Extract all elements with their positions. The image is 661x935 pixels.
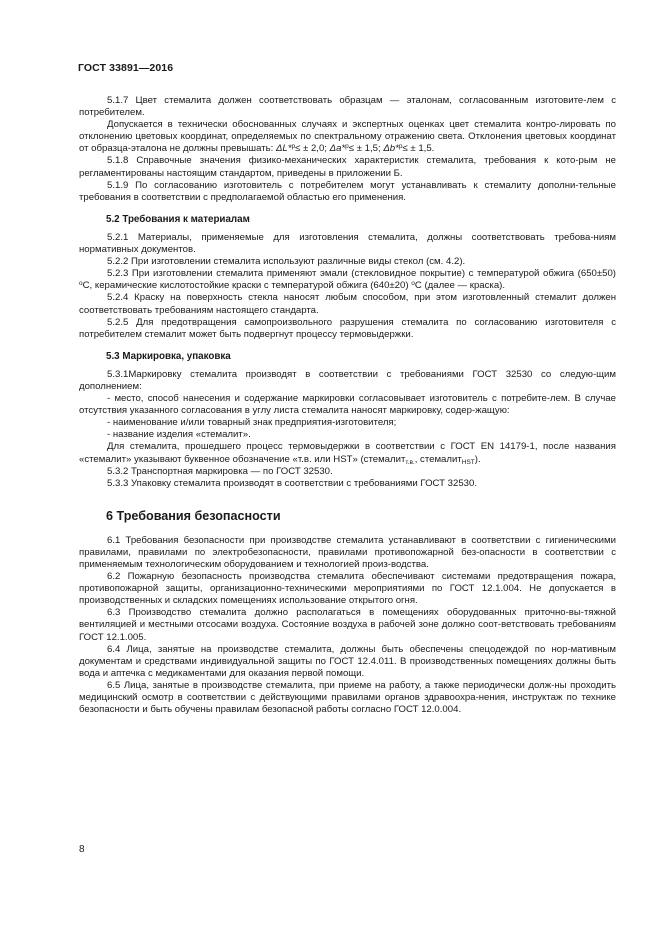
- clause-6-1: 6.1 Требования безопасности при производстве стемалита устанавливают в соответствии с гигиеническими правилами, правилами по электробезопасности, правилами противопожарной без-опасности в соответствии с применяемым технологическим оборудованием и технологией произ-водства.: [79, 534, 616, 570]
- clause-6-4: 6.4 Лица, занятые на производстве стемалита, должны быть обеспечены спецодеждой по нор-мативным документам и средствами индивидуальной защиты по ГОСТ 12.4.011. В производственных помещениях должны быть вода и аптечка с медикаментами для оказания первой помощи.: [79, 643, 616, 679]
- clause-5-2-3-part-a: 5.2.3 При изготовлении стемалита применяют эмали (стекловидное покрытие) с температурой обжига (650±50): [107, 268, 616, 280]
- delta-a-symbol: Δa*: [329, 143, 346, 155]
- clause-5-2-5: 5.2.5 Для предотвращения самопроизвольного разрушения стемалита по согласованию изготовителя с потребителем стемалит может быть подвергнут процессу термовыдержки.: [79, 316, 616, 340]
- clause-5-3-1-item-place: - место, способ нанесения и содержание маркировки согласовывает изготовитель с потребите-лем. В случае отсутствия указанного согласования в углу листа стемалита наносят маркировку, содер-жащую:: [79, 393, 616, 417]
- delta-a-value: ≤ ± 1,5;: [348, 143, 381, 155]
- clause-5-1-7: 5.1.7 Цвет стемалита должен соответствовать образцам — эталонам, согласованным изготовите-лем с потребителем.: [79, 95, 616, 119]
- degree-sign: o: [79, 280, 83, 288]
- clause-5-1-9: 5.1.9 По согласованию изготовитель с потребителем могут устанавливать к стемалиту дополни-тельные требования в соответствии с предполагаемой областью его применения.: [79, 179, 616, 203]
- clause-5-3-3: 5.3.3 Упаковку стемалита производят в соответствии с требованиями ГОСТ 32530.: [107, 477, 478, 489]
- hst-text-a: Для стемалита, прошедшего процесс термовыдержки в соответствии с ГОСТ EN 14179-1, после названия «стемалит» указывают буквенное обозначение «т.в. или HST» (стемалит: [79, 441, 616, 465]
- degree-sign: o: [411, 280, 415, 288]
- hst-subscript-tv: т.в.: [405, 458, 415, 466]
- section-5-3-title: 5.3 Маркировка, упаковка: [106, 350, 231, 362]
- clause-5-3-1-item-product: - название изделия «стемалит».: [107, 429, 251, 441]
- hst-text-c: ).: [474, 453, 481, 465]
- delta-l-value: ≤ ± 2,0;: [295, 143, 327, 155]
- clause-5-3-1: 5.3.1Маркировку стемалита производят в соответствии с требованиями ГОСТ 32530 со следую-щим дополнением:: [79, 368, 616, 392]
- clause-5-2-3: [79, 268, 616, 292]
- clause-5-2-3-part-c: C (далее — краска).: [414, 280, 506, 292]
- page-number: 8: [79, 844, 85, 855]
- document-body: [79, 95, 616, 716]
- clause-6-5: 6.5 Лица, занятые в производстве стемалита, при приеме на работу, а также периодически долж-ны проходить медицинский осмотр в соответствии с действующими правилами органов здравоохра-нения, инструктаж по технике безопасности и быть обучены правилам безопасной работы согласно ГОСТ 12.0.004.: [79, 679, 616, 716]
- clause-5-3-1-item-name: - наименование и/или товарный знак предприятия-изготовителя;: [107, 417, 397, 429]
- hst-text-b: , стемалит: [414, 453, 462, 465]
- clause-5-3-2: 5.3.2 Транспортная маркировка — по ГОСТ 32530.: [107, 465, 333, 477]
- clause-5-2-4: 5.2.4 Краску на поверхность стекла наносят любым способом, при этом изготовленный стемалит должен соответствовать требованиям настоящего стандарта.: [79, 292, 616, 316]
- section-6-title: 6 Требования безопасности: [106, 508, 281, 523]
- clause-5-1-7-tolerance: [79, 119, 616, 155]
- document-header: ГОСТ 33891—2016: [78, 62, 174, 74]
- hst-subscript-hst: HST: [461, 458, 475, 466]
- delta-l-symbol: ΔL*: [275, 143, 292, 155]
- delta-b-superscript: p: [398, 143, 403, 151]
- delta-a-superscript: p: [345, 143, 349, 151]
- delta-b-value: ≤ ± 1,5.: [402, 143, 435, 155]
- clause-5-1-8: 5.1.8 Справочные значения физико-механических характеристик стемалита, требования к кото-рым не регламентированы настоящим стандартом, приведены в приложении Б.: [79, 155, 616, 179]
- section-5-2-title: 5.2 Требования к материалам: [106, 213, 250, 225]
- clause-6-2: 6.2 Пожарную безопасность производства стемалита обеспечивают системами предотвращения пожара, противопожарной защиты, организационно-техническими мероприятиями по ГОСТ 12.1.004. Не допускается в производственных и складских помещениях использование открытого огня.: [79, 571, 616, 607]
- clause-5-2-2: 5.2.2 При изготовлении стемалита используют различные виды стекол (см. 4.2).: [107, 256, 466, 268]
- clause-5-2-1: 5.2.1 Материалы, применяемые для изготовления стемалита, должны соответствовать требова-ниям нормативных документов.: [79, 231, 616, 256]
- clause-5-3-1-hst: [79, 441, 616, 465]
- delta-b-symbol: Δb*: [383, 143, 399, 155]
- clause-6-3: 6.3 Производство стемалита должно располагаться в помещениях оборудованных приточно-вы-тяжной вентиляцией и местными отсосами воздуха. Состояние воздуха в рабочей зоне должно соот-ветствовать требованиям ГОСТ 12.1.005.: [79, 607, 616, 643]
- clause-5-2-3-part-b: C, керамические кислотостойкие краски с температурой обжига (640±20): [82, 280, 409, 292]
- tolerance-text: Допускается в технически обоснованных случаях и экспертных оценках цвет стемалита контро-лировать по отклонению цветовых координат, определяемых по спектральному отражению света. Отклонения цветовых координат от образца-эталона не должны превышать:: [79, 119, 616, 155]
- delta-l-superscript: p: [291, 143, 296, 151]
